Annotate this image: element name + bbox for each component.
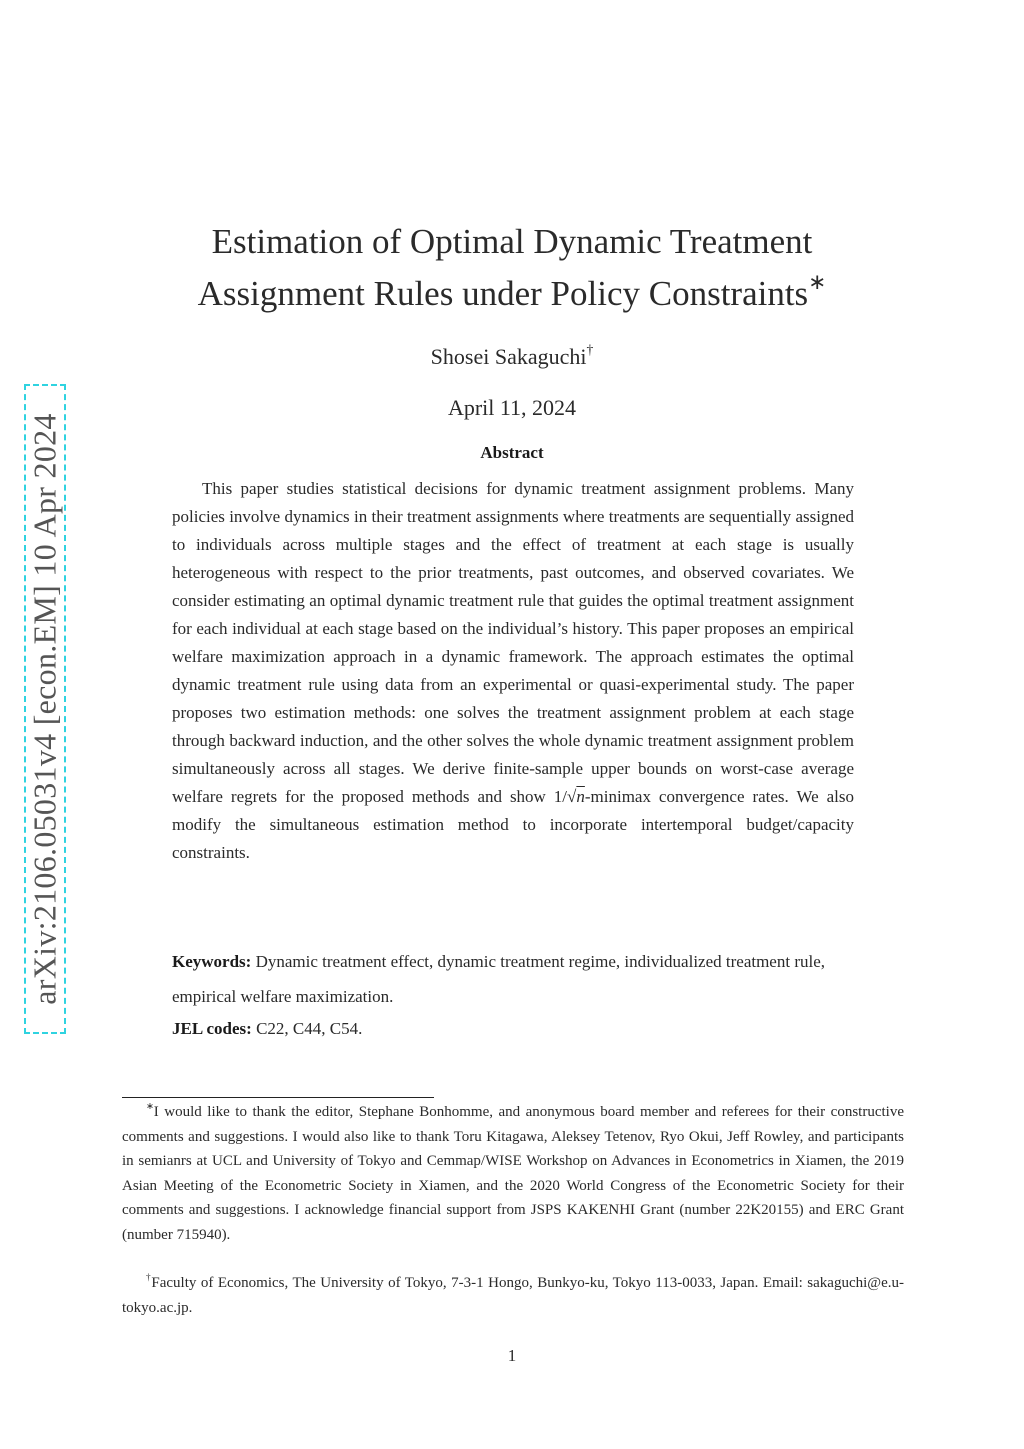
- title-line-2-text: Assignment Rules under Policy Constraints: [197, 274, 809, 313]
- publication-date: April 11, 2024: [447, 395, 577, 420]
- math-one-over-sqrt-n: [554, 787, 585, 806]
- footnote-1-text: I would like to thank the editor, Stephane Bonhomme, and anonymous board member and referees for their constructive comments and suggestions. I would also like to thank Toru Kitagawa, Aleksey Tetenov, Ryo Okui, Jeff Rowley, and participants in semianrs at UCL and University of Tokyo and Cemmap/WISE Workshop on Advances in Econometrics in Xiamen, the 2019 Asian Meeting of the Econometric Society in Xiamen, and the 2020 World Congress of the Econometric Society for their comments and suggestions. I acknowledge financial support from JSPS KAKENHI Grant (number 22K20155) and ERC Grant (number 715940).: [122, 1104, 904, 1243]
- jel-codes: [172, 1014, 854, 1044]
- footnote-acknowledgements: [122, 1100, 904, 1248]
- footnote-1-mark: ∗: [146, 1101, 154, 1112]
- abstract-text-1: This paper studies statistical decisions for dynamic treatment assignment problems. Many policies involve dynamics in their treatment assignments where treatments are sequentially assigned to individuals across multiple stages and the effect of treatment at each stage is usually heterogeneous with respect to the prior treatments, past outcomes, and observed covariates. We consider estimating an optimal dynamic treatment rule that guides the optimal treatment assignment for each individual at each stage based on the individual’s history. This paper proposes an empirical welfare maximization approach in a dynamic framework. The approach estimates the optimal dynamic treatment rule using data from an experimental or quasi-experimental study. The paper proposes two estimation methods: one solves the treatment assignment problem at each stage through backward induction, and the other solves the whole dynamic treatment assignment problem simultaneously across all stages. We derive finite-sample upper bounds on worst-case average welfare regrets for the proposed methods and show: [172, 479, 854, 806]
- title-line-2: [150, 268, 874, 320]
- title-line-1: Estimation of Optimal Dynamic Treatment: [211, 222, 813, 261]
- keywords-label: Keywords:: [172, 952, 252, 971]
- page-number: 1: [507, 1346, 517, 1365]
- paper-title: [150, 216, 874, 320]
- abstract-body: [172, 475, 854, 867]
- math-prefix: 1/: [553, 787, 568, 806]
- author-name: Shosei Sakaguchi: [430, 344, 587, 369]
- footnote-2-mark: †: [146, 1272, 152, 1283]
- keywords: [172, 944, 854, 1014]
- abstract-heading: Abstract: [480, 443, 544, 462]
- math-radicand: [576, 787, 585, 806]
- math-radical: √: [567, 787, 577, 806]
- title-footnote-mark: ∗: [808, 270, 827, 295]
- footnote-divider: [122, 1097, 434, 1098]
- jel-label: JEL codes:: [172, 1019, 252, 1038]
- arxiv-stamp: [24, 384, 66, 1034]
- author: [150, 341, 874, 370]
- footnote-affiliation: [122, 1271, 904, 1320]
- footnote-2-text: Faculty of Economics, The University of Tokyo, 7-3-1 Hongo, Bunkyo-ku, Tokyo 113-0033, Japan. Email: sakaguchi@e.u-tokyo.ac.jp.: [122, 1275, 904, 1316]
- jel-text: C22, C44, C54.: [256, 1019, 363, 1038]
- author-footnote-mark: †: [586, 341, 594, 357]
- arxiv-identifier: arXiv:2106.05031v4 [econ.EM] 10 Apr 2024: [26, 413, 63, 1005]
- keywords-text: Dynamic treatment effect, dynamic treatment regime, individualized treatment rule, empirical welfare maximization.: [172, 952, 826, 1006]
- math-radicand-n: n: [576, 787, 585, 806]
- abstract-text-2: -minimax convergence rates. We also modify the simultaneous estimation method to incorporate intertemporal budget/capacity constraints.: [172, 787, 855, 862]
